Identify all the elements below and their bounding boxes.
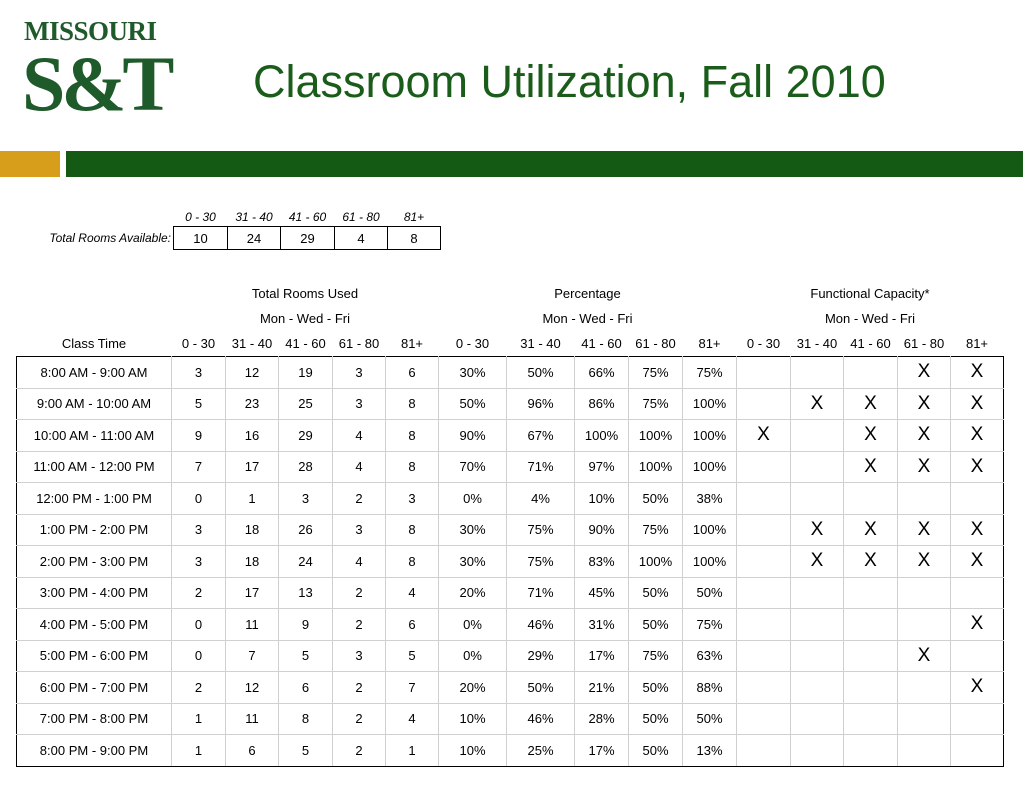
availability-value-row bbox=[0, 227, 441, 250]
percentage-cell: 50% bbox=[507, 672, 575, 704]
rooms-used-cell: 18 bbox=[226, 514, 279, 546]
class-time-cell: 1:00 PM - 2:00 PM bbox=[17, 514, 172, 546]
rooms-used-cell: 8 bbox=[386, 451, 439, 483]
capacity-mark-cell: X bbox=[898, 640, 951, 672]
group-title-row bbox=[17, 281, 1004, 306]
capacity-mark-cell: X bbox=[951, 420, 1004, 452]
range-header: 81+ bbox=[400, 336, 424, 351]
percentage-cell: 13% bbox=[683, 735, 737, 767]
page-title: Classroom Utilization, Fall 2010 bbox=[253, 56, 886, 107]
range-header: 61 - 80 bbox=[338, 336, 380, 351]
availability-value: 10 bbox=[174, 227, 228, 250]
percentage-cell: 30% bbox=[439, 546, 507, 578]
percentage-cell: 25% bbox=[507, 735, 575, 767]
capacity-mark-cell bbox=[898, 672, 951, 704]
percentage-cell: 67% bbox=[507, 420, 575, 452]
capacity-mark-cell bbox=[737, 640, 791, 672]
rooms-used-cell: 4 bbox=[333, 420, 386, 452]
rooms-used-cell: 2 bbox=[172, 672, 226, 704]
percentage-cell: 46% bbox=[507, 703, 575, 735]
capacity-mark-cell: X bbox=[898, 451, 951, 483]
rooms-used-cell: 9 bbox=[279, 609, 333, 641]
rooms-used-cell: 1 bbox=[226, 483, 279, 515]
rooms-used-cell: 16 bbox=[226, 420, 279, 452]
capacity-mark-cell bbox=[737, 577, 791, 609]
capacity-mark-cell bbox=[844, 735, 898, 767]
rooms-used-cell: 2 bbox=[333, 577, 386, 609]
rooms-used-cell: 2 bbox=[333, 483, 386, 515]
rooms-used-cell: 11 bbox=[226, 609, 279, 641]
capacity-mark-cell bbox=[951, 577, 1004, 609]
rooms-used-cell: 3 bbox=[172, 546, 226, 578]
capacity-mark-cell: X bbox=[898, 420, 951, 452]
class-time-cell: 8:00 AM - 9:00 AM bbox=[17, 357, 172, 389]
capacity-group-title: Functional Capacity* bbox=[810, 286, 930, 301]
rooms-used-cell: 8 bbox=[386, 514, 439, 546]
range-header: 61 - 80 bbox=[903, 336, 945, 351]
capacity-mark-cell bbox=[898, 735, 951, 767]
percentage-cell: 38% bbox=[683, 483, 737, 515]
percentage-cell: 71% bbox=[507, 451, 575, 483]
capacity-mark-cell bbox=[791, 672, 844, 704]
availability-value: 8 bbox=[388, 227, 441, 250]
capacity-mark-cell bbox=[951, 703, 1004, 735]
percentage-cell: 20% bbox=[439, 672, 507, 704]
percentage-cell: 50% bbox=[629, 735, 683, 767]
capacity-mark-cell bbox=[844, 609, 898, 641]
percentage-cell: 75% bbox=[507, 546, 575, 578]
class-time-cell: 8:00 PM - 9:00 PM bbox=[17, 735, 172, 767]
rooms-used-cell: 7 bbox=[226, 640, 279, 672]
class-time-cell: 3:00 PM - 4:00 PM bbox=[17, 577, 172, 609]
percentage-cell: 50% bbox=[507, 357, 575, 389]
rooms-used-cell: 7 bbox=[386, 672, 439, 704]
rooms-used-cell: 7 bbox=[172, 451, 226, 483]
capacity-mark-cell: X bbox=[844, 546, 898, 578]
percent-group-title: Percentage bbox=[554, 286, 621, 301]
capacity-mark-cell: X bbox=[898, 546, 951, 578]
rooms-used-cell: 3 bbox=[172, 514, 226, 546]
capacity-mark-cell: X bbox=[951, 451, 1004, 483]
percentage-cell: 28% bbox=[575, 703, 629, 735]
rooms-used-cell: 3 bbox=[333, 514, 386, 546]
column-header-row bbox=[17, 331, 1004, 357]
capacity-mark-cell bbox=[951, 735, 1004, 767]
rooms-used-cell: 2 bbox=[333, 672, 386, 704]
capacity-mark-cell bbox=[844, 483, 898, 515]
percentage-cell: 100% bbox=[629, 451, 683, 483]
rooms-used-cell: 19 bbox=[279, 357, 333, 389]
capacity-mark-cell: X bbox=[951, 357, 1004, 389]
capacity-mark-cell bbox=[737, 451, 791, 483]
capacity-mark-cell bbox=[791, 451, 844, 483]
rooms-used-cell: 5 bbox=[279, 640, 333, 672]
accent-bar-green bbox=[66, 151, 1023, 177]
percentage-cell: 100% bbox=[575, 420, 629, 452]
percentage-cell: 50% bbox=[629, 609, 683, 641]
used-group-title: Total Rooms Used bbox=[251, 286, 359, 301]
rooms-used-cell: 1 bbox=[172, 735, 226, 767]
rooms-used-cell: 6 bbox=[386, 357, 439, 389]
percentage-cell: 50% bbox=[683, 703, 737, 735]
rooms-used-cell: 5 bbox=[279, 735, 333, 767]
percentage-cell: 75% bbox=[683, 357, 737, 389]
capacity-mark-cell: X bbox=[898, 514, 951, 546]
rooms-used-cell: 5 bbox=[172, 388, 226, 420]
rooms-used-cell: 23 bbox=[226, 388, 279, 420]
percentage-cell: 100% bbox=[683, 451, 737, 483]
capacity-mark-cell: X bbox=[791, 388, 844, 420]
percentage-cell: 50% bbox=[683, 577, 737, 609]
range-header: 81+ bbox=[965, 336, 989, 351]
percentage-cell: 20% bbox=[439, 577, 507, 609]
capacity-mark-cell bbox=[844, 640, 898, 672]
capacity-mark-cell bbox=[737, 514, 791, 546]
table-row bbox=[17, 735, 1004, 767]
capacity-mark-cell bbox=[898, 703, 951, 735]
percentage-cell: 96% bbox=[507, 388, 575, 420]
availability-label: Total Rooms Available: bbox=[49, 231, 171, 245]
rooms-used-cell: 8 bbox=[386, 420, 439, 452]
table-row bbox=[17, 451, 1004, 483]
capacity-mark-cell bbox=[737, 388, 791, 420]
table-row bbox=[17, 514, 1004, 546]
rooms-used-cell: 0 bbox=[172, 483, 226, 515]
percentage-cell: 100% bbox=[683, 388, 737, 420]
percent-group-days: Mon - Wed - Fri bbox=[542, 311, 633, 326]
percentage-cell: 63% bbox=[683, 640, 737, 672]
rooms-used-cell: 26 bbox=[279, 514, 333, 546]
rooms-used-cell: 5 bbox=[386, 640, 439, 672]
percentage-cell: 50% bbox=[629, 703, 683, 735]
availability-value: 29 bbox=[281, 227, 335, 250]
rooms-used-cell: 12 bbox=[226, 357, 279, 389]
capacity-mark-cell bbox=[737, 609, 791, 641]
percentage-cell: 75% bbox=[683, 609, 737, 641]
percentage-cell: 0% bbox=[439, 609, 507, 641]
rooms-used-cell: 4 bbox=[333, 546, 386, 578]
rooms-used-cell: 28 bbox=[279, 451, 333, 483]
rooms-used-cell: 1 bbox=[172, 703, 226, 735]
used-group-days: Mon - Wed - Fri bbox=[259, 311, 351, 326]
percentage-cell: 86% bbox=[575, 388, 629, 420]
capacity-mark-cell bbox=[844, 672, 898, 704]
percentage-cell: 10% bbox=[439, 703, 507, 735]
group-days-row bbox=[17, 306, 1004, 331]
percentage-cell: 50% bbox=[629, 577, 683, 609]
availability-value: 24 bbox=[228, 227, 281, 250]
rooms-used-cell: 3 bbox=[333, 640, 386, 672]
table-row bbox=[17, 483, 1004, 515]
capacity-mark-cell: X bbox=[898, 388, 951, 420]
capacity-mark-cell bbox=[844, 703, 898, 735]
percentage-cell: 45% bbox=[575, 577, 629, 609]
logo-monogram: S&T bbox=[22, 40, 171, 127]
rooms-used-cell: 17 bbox=[226, 577, 279, 609]
rooms-used-cell: 2 bbox=[333, 735, 386, 767]
availability-range: 81+ bbox=[403, 210, 425, 224]
percentage-cell: 29% bbox=[507, 640, 575, 672]
rooms-used-cell: 6 bbox=[226, 735, 279, 767]
table-row bbox=[17, 388, 1004, 420]
table-row bbox=[17, 703, 1004, 735]
percentage-cell: 97% bbox=[575, 451, 629, 483]
capacity-mark-cell bbox=[951, 483, 1004, 515]
range-header: 0 - 30 bbox=[746, 336, 781, 351]
capacity-mark-cell bbox=[898, 609, 951, 641]
availability-value: 4 bbox=[335, 227, 388, 250]
class-time-cell: 7:00 PM - 8:00 PM bbox=[17, 703, 172, 735]
capacity-mark-cell bbox=[791, 735, 844, 767]
rooms-used-cell: 12 bbox=[226, 672, 279, 704]
percentage-cell: 100% bbox=[683, 514, 737, 546]
percentage-cell: 17% bbox=[575, 640, 629, 672]
logo-wordmark: MISSOURI bbox=[24, 16, 157, 46]
range-header: 41 - 60 bbox=[850, 336, 891, 351]
rooms-used-cell: 2 bbox=[333, 609, 386, 641]
percentage-cell: 88% bbox=[683, 672, 737, 704]
capacity-mark-cell: X bbox=[951, 546, 1004, 578]
rooms-used-cell: 0 bbox=[172, 609, 226, 641]
capacity-mark-cell bbox=[791, 703, 844, 735]
percentage-cell: 10% bbox=[439, 735, 507, 767]
capacity-mark-cell bbox=[791, 577, 844, 609]
percentage-cell: 50% bbox=[629, 672, 683, 704]
rooms-used-cell: 8 bbox=[279, 703, 333, 735]
capacity-mark-cell: X bbox=[844, 514, 898, 546]
availability-range: 31 - 40 bbox=[235, 210, 273, 224]
rooms-used-cell: 8 bbox=[386, 546, 439, 578]
percentage-cell: 31% bbox=[575, 609, 629, 641]
percentage-cell: 4% bbox=[507, 483, 575, 515]
range-header: 31 - 40 bbox=[231, 336, 273, 351]
range-header: 0 - 30 bbox=[455, 336, 490, 351]
percentage-cell: 10% bbox=[575, 483, 629, 515]
percentage-cell: 46% bbox=[507, 609, 575, 641]
class-time-cell: 10:00 AM - 11:00 AM bbox=[17, 420, 172, 452]
rooms-used-cell: 25 bbox=[279, 388, 333, 420]
percentage-cell: 75% bbox=[507, 514, 575, 546]
percentage-cell: 70% bbox=[439, 451, 507, 483]
rooms-used-cell: 4 bbox=[386, 703, 439, 735]
capacity-mark-cell: X bbox=[737, 420, 791, 452]
availability-range: 0 - 30 bbox=[185, 210, 216, 224]
utilization-body bbox=[17, 357, 1004, 767]
capacity-mark-cell: X bbox=[844, 420, 898, 452]
capacity-mark-cell: X bbox=[898, 357, 951, 389]
class-time-header: Class Time bbox=[61, 336, 127, 351]
percentage-cell: 75% bbox=[629, 388, 683, 420]
table-row bbox=[17, 609, 1004, 641]
range-header: 41 - 60 bbox=[581, 336, 622, 351]
range-header: 81+ bbox=[698, 336, 721, 351]
rooms-used-cell: 2 bbox=[333, 703, 386, 735]
capacity-mark-cell bbox=[737, 546, 791, 578]
rooms-used-cell: 4 bbox=[333, 451, 386, 483]
percentage-cell: 75% bbox=[629, 357, 683, 389]
capacity-group-days: Mon - Wed - Fri bbox=[824, 311, 916, 326]
class-time-cell: 11:00 AM - 12:00 PM bbox=[17, 451, 172, 483]
capacity-mark-cell bbox=[951, 640, 1004, 672]
availability-range: 41 - 60 bbox=[288, 210, 327, 224]
capacity-mark-cell bbox=[737, 703, 791, 735]
table-row bbox=[17, 420, 1004, 452]
capacity-mark-cell bbox=[898, 483, 951, 515]
range-header: 0 - 30 bbox=[181, 336, 216, 351]
range-header: 31 - 40 bbox=[796, 336, 838, 351]
availability-header-row bbox=[0, 208, 441, 227]
rooms-used-cell: 3 bbox=[172, 357, 226, 389]
capacity-mark-cell: X bbox=[951, 609, 1004, 641]
percentage-cell: 71% bbox=[507, 577, 575, 609]
university-logo bbox=[22, 14, 171, 134]
rooms-used-cell: 13 bbox=[279, 577, 333, 609]
class-time-cell: 2:00 PM - 3:00 PM bbox=[17, 546, 172, 578]
capacity-mark-cell: X bbox=[844, 451, 898, 483]
capacity-mark-cell bbox=[737, 357, 791, 389]
table-row bbox=[17, 546, 1004, 578]
percentage-cell: 75% bbox=[629, 514, 683, 546]
percentage-cell: 66% bbox=[575, 357, 629, 389]
capacity-mark-cell bbox=[844, 357, 898, 389]
utilization-table bbox=[16, 281, 1004, 767]
rooms-used-cell: 1 bbox=[386, 735, 439, 767]
percentage-cell: 30% bbox=[439, 514, 507, 546]
capacity-mark-cell: X bbox=[951, 388, 1004, 420]
rooms-used-cell: 18 bbox=[226, 546, 279, 578]
capacity-mark-cell bbox=[844, 577, 898, 609]
table-row bbox=[17, 357, 1004, 389]
rooms-used-cell: 3 bbox=[333, 357, 386, 389]
rooms-used-cell: 17 bbox=[226, 451, 279, 483]
capacity-mark-cell bbox=[737, 735, 791, 767]
rooms-used-cell: 4 bbox=[386, 577, 439, 609]
rooms-used-cell: 11 bbox=[226, 703, 279, 735]
capacity-mark-cell: X bbox=[844, 388, 898, 420]
class-time-cell: 12:00 PM - 1:00 PM bbox=[17, 483, 172, 515]
rooms-used-cell: 6 bbox=[279, 672, 333, 704]
percentage-cell: 50% bbox=[629, 483, 683, 515]
rooms-used-cell: 6 bbox=[386, 609, 439, 641]
capacity-mark-cell bbox=[791, 420, 844, 452]
percentage-cell: 75% bbox=[629, 640, 683, 672]
percentage-cell: 100% bbox=[629, 420, 683, 452]
percentage-cell: 100% bbox=[683, 546, 737, 578]
range-header: 31 - 40 bbox=[520, 336, 561, 351]
class-time-cell: 5:00 PM - 6:00 PM bbox=[17, 640, 172, 672]
rooms-used-cell: 24 bbox=[279, 546, 333, 578]
class-time-cell: 6:00 PM - 7:00 PM bbox=[17, 672, 172, 704]
class-time-cell: 4:00 PM - 5:00 PM bbox=[17, 609, 172, 641]
rooms-used-cell: 3 bbox=[386, 483, 439, 515]
percentage-cell: 30% bbox=[439, 357, 507, 389]
table-row bbox=[17, 640, 1004, 672]
rooms-used-cell: 2 bbox=[172, 577, 226, 609]
rooms-used-cell: 8 bbox=[386, 388, 439, 420]
percentage-cell: 90% bbox=[575, 514, 629, 546]
accent-bar-gold bbox=[0, 151, 60, 177]
table-row bbox=[17, 577, 1004, 609]
class-time-cell: 9:00 AM - 10:00 AM bbox=[17, 388, 172, 420]
range-header: 61 - 80 bbox=[635, 336, 676, 351]
rooms-used-cell: 0 bbox=[172, 640, 226, 672]
rooms-used-cell: 9 bbox=[172, 420, 226, 452]
percentage-cell: 100% bbox=[683, 420, 737, 452]
capacity-mark-cell: X bbox=[951, 514, 1004, 546]
availability-table bbox=[0, 208, 441, 250]
percentage-cell: 83% bbox=[575, 546, 629, 578]
capacity-mark-cell: X bbox=[791, 514, 844, 546]
capacity-mark-cell bbox=[791, 640, 844, 672]
percentage-cell: 21% bbox=[575, 672, 629, 704]
rooms-used-cell: 3 bbox=[333, 388, 386, 420]
capacity-mark-cell bbox=[898, 577, 951, 609]
percentage-cell: 17% bbox=[575, 735, 629, 767]
percentage-cell: 0% bbox=[439, 483, 507, 515]
table-row bbox=[17, 672, 1004, 704]
capacity-mark-cell bbox=[737, 483, 791, 515]
rooms-used-cell: 3 bbox=[279, 483, 333, 515]
capacity-mark-cell bbox=[791, 357, 844, 389]
range-header: 41 - 60 bbox=[285, 336, 326, 351]
capacity-mark-cell: X bbox=[791, 546, 844, 578]
capacity-mark-cell bbox=[791, 609, 844, 641]
rooms-used-cell: 29 bbox=[279, 420, 333, 452]
percentage-cell: 0% bbox=[439, 640, 507, 672]
availability-range: 61 - 80 bbox=[342, 210, 380, 224]
percentage-cell: 50% bbox=[439, 388, 507, 420]
percentage-cell: 90% bbox=[439, 420, 507, 452]
capacity-mark-cell bbox=[791, 483, 844, 515]
capacity-mark-cell: X bbox=[951, 672, 1004, 704]
percentage-cell: 100% bbox=[629, 546, 683, 578]
capacity-mark-cell bbox=[737, 672, 791, 704]
